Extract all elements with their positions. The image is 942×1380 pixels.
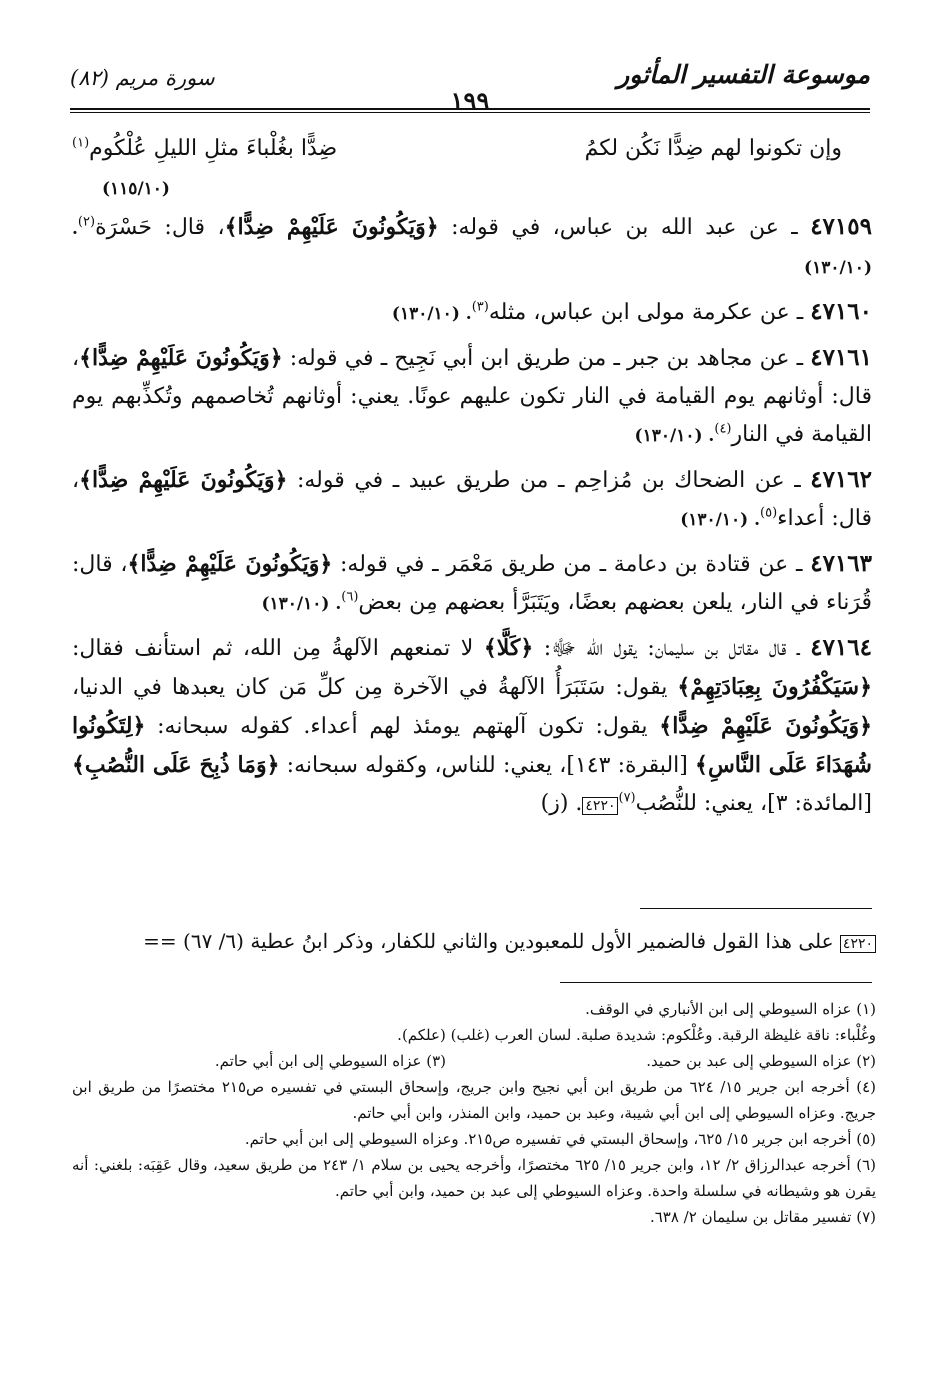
entry-number: ٤٧١٦٠	[810, 298, 872, 325]
footnote-3: (٣) عزاه السيوطي إلى ابن أبي حاتم.	[214, 1052, 446, 1070]
page-number: ١٩٩	[450, 86, 490, 115]
volume-reference: . (١٣٠/١٠)	[261, 594, 342, 614]
quran-quote: ﴿وَيَكُونُونَ عَلَيْهِمْ ضِدًّا﴾	[127, 551, 333, 577]
book-title: موسوعة التفسير المأثور	[617, 60, 870, 89]
quran-quote: ﴿كَلَّا﴾	[483, 635, 534, 661]
footnotes	[72, 996, 876, 1230]
verse-hemistich-1: وإن تكونوا لهم ضِدًّا نَكُن لكمُ	[584, 136, 842, 161]
editor-note: ٤٢٢٠ على هذا القول فالضمير الأول للمعبودين والثاني للكفار، وذكر ابنُ عطية (٦/ ٦٧) ==	[30, 924, 876, 961]
entry-number: ٤٧١٥٩	[810, 213, 872, 240]
quran-quote: ﴿وَيَكُونُونَ عَلَيْهِمْ ضِدًّا﴾	[224, 214, 439, 240]
poetry-verse	[72, 130, 872, 174]
narration-entry: ٤٧١٥٩ ـ عن عبد الله بن عباس، في قوله: ﴿وَيَكُونُونَ عَلَيْهِمْ ضِدًّا﴾، قال: حَسْرَة$^{(٢)}$. (١٣٠/١٠)	[72, 213, 872, 278]
quran-quote: ﴿لِتَكُونُوا شُهَدَاءَ عَلَى النَّاسِ﴾	[72, 713, 872, 778]
entry-number: ٤٧١٦٢	[810, 466, 872, 493]
verse-hemistich-2: ضِدًّا بغُلْباءَ مثلِ الليلِ عُلْكُوم$^{(١)}$	[72, 135, 338, 161]
footnote-4: (٤) أخرجه ابن جرير ١٥/ ٦٢٤ من طريق ابن أبي نجيح وابن جريج، وإسحاق البستي في تفسيره ص٢١٥ مختصرًا من طريق ابن جريج. وعزاه السيوطي إلى ابن أبي شيبة، وعبد بن حميد، وابن المنذر، وابن أبي حاتم.	[72, 1078, 876, 1122]
header-rule	[70, 108, 870, 110]
volume-reference: . (١٣٠/١٠)	[391, 304, 472, 324]
entry-number: ٤٧١٦٣	[810, 550, 872, 577]
entry-number: ٤٧١٦١	[810, 344, 872, 371]
footnote-2: (٢) عزاه السيوطي إلى عبد بن حميد.	[646, 1052, 876, 1070]
main-text	[72, 130, 872, 831]
narration-entry: ٤٧١٦٣ ـ عن قتادة بن دعامة ـ من طريق مَعْمَر ـ في قوله: ﴿وَيَكُونُونَ عَلَيْهِمْ ضِدًّا﴾، قال: قُرَناء في النار، يلعن بعضهم بعضًا، ويَتَبَرَّأ بعضهم مِن بعض$^{(٦)}$. (١٣٠/١٠)	[72, 550, 872, 615]
footnote-row-2-3	[72, 1048, 876, 1074]
quran-quote: ﴿وَيَكُونُونَ عَلَيْهِمْ ضِدًّا﴾	[79, 345, 283, 371]
footnote-marker: (٥)	[760, 505, 778, 521]
footnote-6: (٦) أخرجه عبدالرزاق ٢/ ١٢، وابن جرير ١٥/ ٦٢٥ مختصرًا، وأخرجه يحيى بن سلام ١/ ٢٤٣ من طريق سعيد، وقال عَقِبَه: بلغني: أنه يقرن هو وشيطانه في سلسلة واحدة. وعزاه السيوطي إلى عبد بن حميد، وابن أبي حاتم.	[72, 1156, 876, 1200]
entry-number: ٤٧١٦٤	[810, 634, 872, 661]
footnote-rule	[560, 982, 872, 983]
footnote-7: (٧) تفسير مقاتل بن سليمان ٢/ ٦٣٨.	[649, 1208, 876, 1226]
footnote-marker: (٧)	[618, 790, 636, 806]
footnote-5: (٥) أخرجه ابن جرير ١٥/ ٦٢٥، وإسحاق البستي في تفسيره ص٢١٥. وعزاه السيوطي إلى ابن أبي حاتم.	[244, 1130, 876, 1148]
narration-entry-muqatil: ٤٧١٦٤ ـ قال مقاتل بن سليمان: يقول الله ﷻ: ﴿كَلَّا﴾ لا تمنعهم الآلهةُ مِن الله، ثم استأنف فقال: ﴿سَيَكْفُرُونَ بِعِبَادَتِهِمْ﴾ يقول: سَتَبَرَأُ الآلهةُ في الآخرة مِن كلِّ مَن كان يعبدها في الدنيا، ﴿وَيَكُونُونَ عَلَيْهِمْ ضِدًّا﴾ يقول: تكون آلهتهم يومئذ لهم أعداء. كقوله سبحانه: ﴿لِتَكُونُوا شُهَدَاءَ عَلَى النَّاسِ﴾ [البقرة: ١٤٣]، يعني: للناس، وكقوله سبحانه: ﴿وَمَا ذُبِحَ عَلَى النُّصُبِ﴾ [المائدة: ٣]، يعني: للنُّصُب$^{(٧)}$٤٢٢٠. (ز)	[72, 634, 872, 816]
narration-entry: ٤٧١٦١ ـ عن مجاهد بن جبر ـ من طريق ابن أبي نَجِيح ـ في قوله: ﴿وَيَكُونُونَ عَلَيْهِمْ ضِدًّا﴾، قال: أوثانهم يوم القيامة في النار تكون عليهم عونًا. يعني: أوثانهم تُخاصمهم وتُكذِّبهم يوم القيامة في النار$^{(٤)}$. (١٣٠/١٠)	[72, 344, 872, 447]
surah-label: سورة مريم (٨٢)	[70, 66, 215, 90]
volume-reference: . (١٣٠/١٠)	[72, 219, 872, 278]
footnote-marker: (٣)	[471, 299, 489, 315]
volume-reference: . (١٣٠/١٠)	[634, 426, 715, 446]
quran-quote: ﴿وَيَكُونُونَ عَلَيْهِمْ ضِدًّا﴾	[659, 713, 872, 739]
editor-note-marker: ٤٢٢٠	[582, 797, 618, 815]
footnote-marker: (٤)	[714, 421, 732, 437]
quran-quote: ﴿وَمَا ذُبِحَ عَلَى النُّصُبِ﴾	[72, 752, 280, 778]
volume-reference: . (١٣٠/١٠)	[680, 510, 760, 530]
page-header	[70, 60, 870, 116]
footnote-marker: (٦)	[341, 589, 359, 605]
section-separator	[640, 908, 872, 909]
footnote-1-gloss: وغُلْباء: ناقة غليظة الرقبة. وعُلْكوم: شديدة صلبة. لسان العرب (غلب) (علكم).	[397, 1026, 876, 1044]
narration-entry: ٤٧١٦٢ ـ عن الضحاك بن مُزاحِم ـ من طريق عبيد ـ في قوله: ﴿وَيَكُونُونَ عَلَيْهِمْ ضِدًّا﴾، قال: أعداء$^{(٥)}$. (١٣٠/١٠)	[72, 466, 872, 531]
footnote-1: (١) عزاه السيوطي إلى ابن الأنباري في الوقف.	[585, 1000, 876, 1018]
quran-quote: ﴿وَيَكُونُونَ عَلَيْهِمْ ضِدًّا﴾	[79, 467, 288, 493]
quran-quote: ﴿سَيَكْفُرُونَ بِعِبَادَتِهِمْ﴾	[677, 674, 872, 700]
header-rule-thin	[70, 112, 870, 113]
editor-note-number: ٤٢٢٠	[840, 935, 876, 953]
footnote-marker: (١)	[72, 135, 90, 151]
footnote-marker: (٢)	[77, 214, 96, 230]
narration-entry: ٤٧١٦٠ ـ عن عكرمة مولى ابن عباس، مثله$^{(٣)}$. (١٣٠/١٠)	[391, 298, 872, 325]
verse-reference: (١١٥/١٠)	[102, 179, 170, 199]
